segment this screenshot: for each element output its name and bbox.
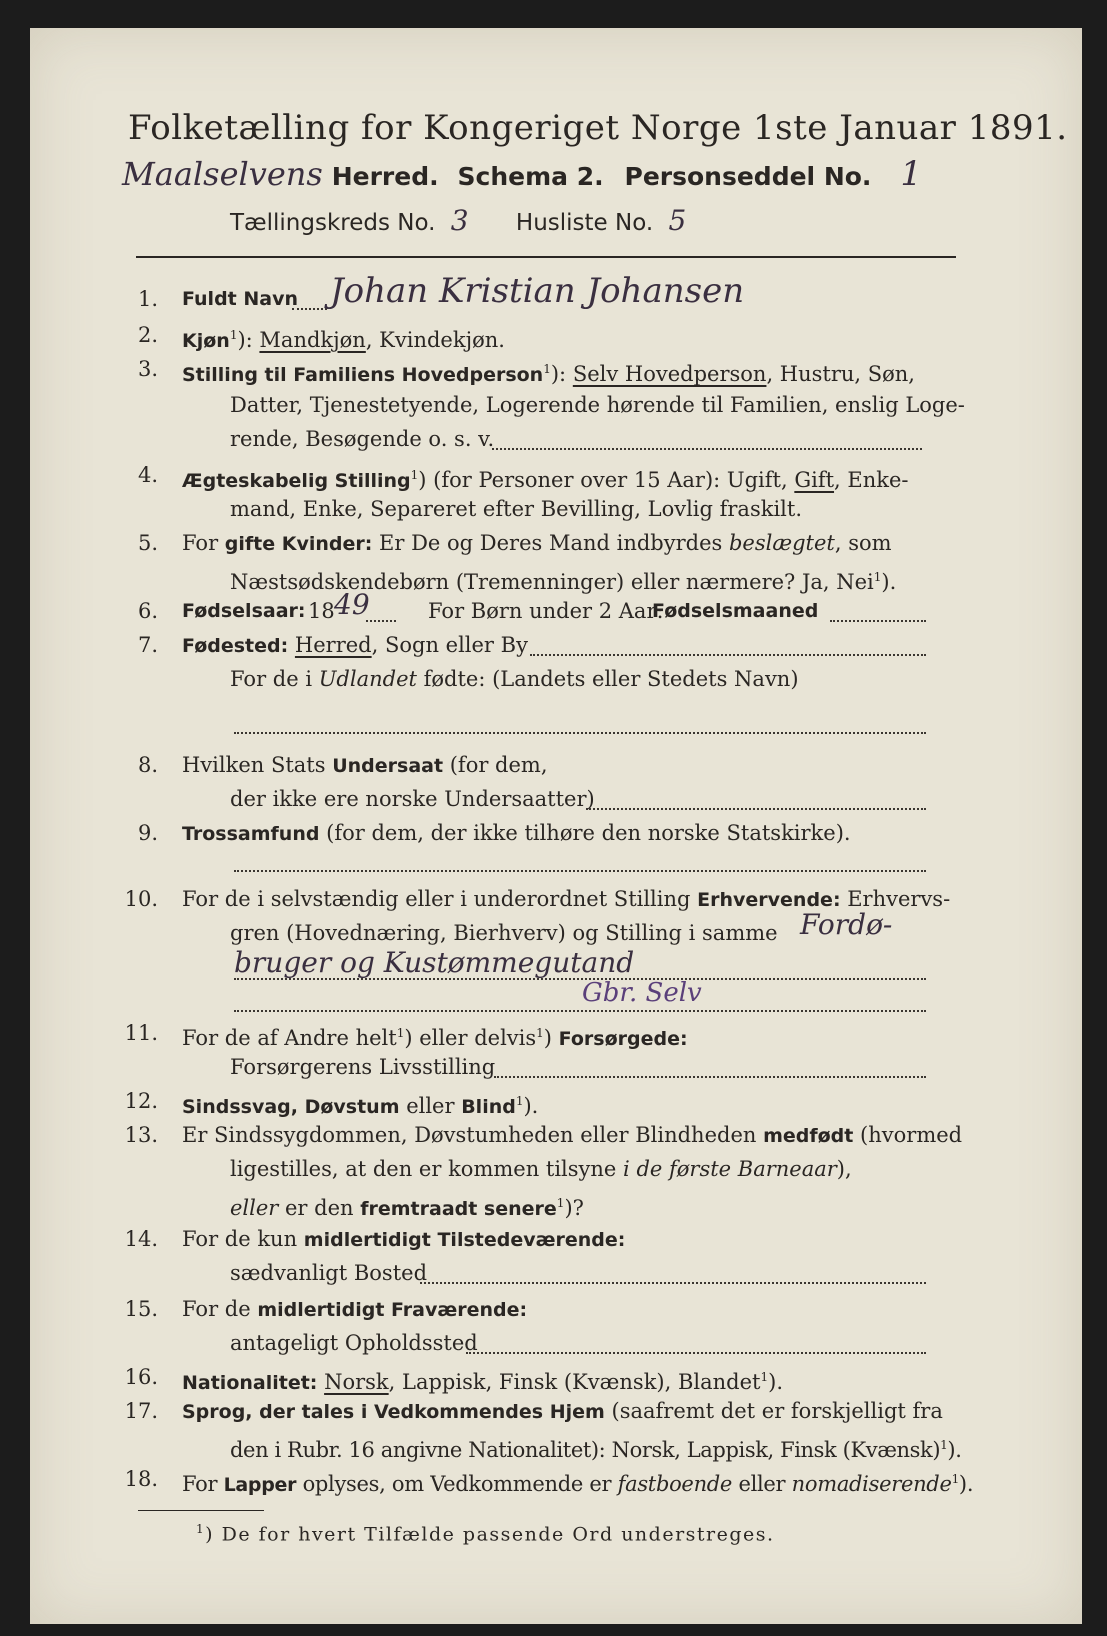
field-text: ). — [881, 570, 897, 594]
field-label: gifte Kvinder: — [224, 533, 373, 555]
field-number: 17. — [124, 1399, 158, 1423]
field-label: Forsørgede: — [558, 1028, 688, 1050]
field-text: sædvanligt Bosted — [230, 1261, 428, 1285]
field-content — [182, 1120, 962, 1151]
field-text: For de af Andre helt — [182, 1026, 397, 1050]
dotted-line — [234, 1010, 926, 1012]
field-text: For de i selvstændig eller i underordnet Stilling — [182, 887, 698, 911]
field-content — [182, 750, 548, 781]
field-label: Stilling til Familiens Hovedperson — [182, 364, 544, 386]
field-text: (for dem, der ikke tilhøre den norske Statskirke). — [319, 821, 851, 845]
dotted-line — [830, 620, 926, 622]
field-content — [182, 630, 528, 661]
field-text: rende, Besøgende o. s. v. — [230, 427, 495, 451]
field-label: Lapper — [223, 1474, 297, 1496]
dotted-line — [292, 308, 327, 310]
dotted-line — [366, 620, 396, 622]
occupation-value: bruger og Kustømmegutand — [234, 946, 635, 979]
field-text: ). — [523, 1094, 539, 1118]
field-text: , Hustru, Søn, — [766, 362, 915, 386]
field-label: Sprog, der tales i Vedkommendes Hjem — [182, 1401, 605, 1423]
field-content — [182, 320, 505, 356]
footnote-ref: 1 — [543, 362, 551, 376]
dotted-line — [492, 448, 922, 450]
field-number: 7. — [137, 633, 158, 657]
selected-option: Norsk — [324, 1370, 389, 1394]
field-number: 18. — [124, 1467, 158, 1491]
husliste-label: Husliste No. — [515, 210, 654, 236]
footnote-ref: 1 — [536, 1026, 544, 1040]
field-label: Fødselsmaaned — [652, 600, 819, 622]
field-text: (saafremt det er forskjelligt fra — [604, 1399, 943, 1423]
field-label: Blind — [461, 1096, 516, 1118]
field-label: Erhvervende: — [697, 889, 841, 911]
field-text: )? — [564, 1196, 584, 1220]
occupation-value: Fordø- — [800, 908, 893, 941]
field-text: , Kvindekjøn. — [365, 328, 505, 352]
field-content — [182, 818, 851, 849]
kreds-value: 3 — [450, 204, 469, 237]
field-label: Fødested: — [182, 635, 289, 657]
dotted-line — [466, 1352, 926, 1354]
field-content — [230, 1154, 852, 1184]
personseddel-label: Personseddel No. — [624, 162, 872, 191]
footnote-ref: 1 — [196, 1522, 206, 1536]
field-text: ) (for Personer over 15 Aar): Ugift, — [418, 468, 795, 492]
dotted-line — [586, 808, 926, 810]
field-text: den i Rubr. 16 angivne Nationalitet): Norsk, Lappisk, Finsk (Kvænsk) — [230, 1438, 941, 1462]
field-number: 12. — [124, 1089, 158, 1113]
dotted-line — [420, 1282, 926, 1284]
field-text: For — [182, 1472, 224, 1496]
field-content — [182, 1018, 688, 1054]
field-number: 2. — [137, 323, 158, 347]
field-content — [182, 1086, 538, 1122]
dotted-line — [494, 1076, 926, 1078]
footnote-ref: 1 — [940, 1438, 948, 1452]
field-content — [182, 528, 892, 559]
field-label: Nationalitet: — [182, 1372, 318, 1394]
field-content — [230, 1430, 962, 1465]
footnote-text: ) De for hvert Tilfælde passende Ord understreges. — [205, 1523, 775, 1546]
field-label: midlertidigt Tilstedeværende: — [303, 1229, 626, 1251]
occupation-annotation: Gbr. Selv — [582, 978, 702, 1008]
footnote-ref: 1 — [873, 570, 882, 584]
footnote-ref: 1 — [396, 1026, 405, 1040]
field-text: eller — [732, 1472, 792, 1496]
footnote-ref: 1 — [556, 1196, 565, 1210]
field-text: Erhvervs- — [840, 887, 951, 911]
footnote — [196, 1522, 775, 1545]
field-content — [182, 1464, 973, 1500]
field-content — [182, 1224, 625, 1255]
header-divider — [136, 256, 956, 258]
field-text: For de kun — [182, 1227, 304, 1251]
field-label: Fuldt Navn — [182, 288, 299, 310]
field-text: oplyses, om Vedkommende er — [296, 1472, 618, 1496]
field-number: 5. — [137, 531, 158, 555]
field-text-italic: beslægtet — [728, 531, 835, 555]
field-content — [182, 460, 909, 496]
field-text: , Sogn eller By — [371, 633, 528, 657]
field-label: Fødselsaar: — [182, 600, 306, 622]
field-label: Kjøn — [182, 330, 230, 352]
herred-line — [122, 154, 940, 194]
herred-label: Herred. — [331, 162, 439, 191]
field-number: 16. — [124, 1365, 158, 1389]
footnote-ref: 1 — [515, 1094, 524, 1108]
field-number: 10. — [124, 887, 158, 911]
field-text: gren (Hovednæring, Bierhverv) og Stilling i samme — [230, 921, 778, 945]
birth-year-value: 49 — [334, 588, 370, 621]
field-text: ). — [958, 1472, 974, 1496]
field-label: Sindssvag, Døvstum — [182, 1096, 400, 1118]
field-text: Datter, Tjenestetyende, Logerende hørende til Familien, enslig Loge- — [230, 393, 965, 417]
field-label: Ægteskabelig Stilling — [182, 470, 411, 492]
footnote-ref: 1 — [410, 468, 419, 482]
field-text: ) — [543, 1026, 559, 1050]
footnote-ref: 1 — [951, 1472, 959, 1486]
field-content — [230, 664, 799, 694]
schema-label: Schema 2. — [457, 162, 604, 191]
field-text: eller — [399, 1094, 462, 1118]
field-number: 15. — [124, 1297, 158, 1321]
field-content — [182, 1396, 943, 1427]
field-content — [182, 1362, 783, 1398]
field-text: For de — [182, 1297, 258, 1321]
field-text: ) eller delvis — [404, 1026, 537, 1050]
field-text: , Enke- — [834, 468, 909, 492]
kreds-line — [230, 204, 686, 237]
field-content — [182, 354, 915, 390]
field-text: antageligt Opholdssted — [230, 1331, 478, 1355]
field-text: For Børn under 2 Aar: — [428, 599, 664, 623]
field-text: For — [182, 531, 225, 555]
dotted-line — [234, 870, 926, 872]
field-number: 8. — [137, 753, 158, 777]
footnote-ref: 1 — [229, 328, 238, 342]
field-label: fremtraadt senere — [360, 1198, 557, 1220]
field-text-italic: nomadiserende — [791, 1472, 952, 1496]
selected-option: Herred — [294, 633, 372, 657]
field-content — [230, 562, 896, 597]
field-text: (hvormed — [853, 1123, 963, 1147]
husliste-value: 5 — [668, 204, 687, 237]
field-label: Trossamfund — [182, 823, 320, 845]
field-text: ligestilles, at den er kommen tilsyne — [230, 1157, 624, 1181]
field-content — [182, 1294, 527, 1325]
footnote-divider — [138, 1510, 264, 1511]
field-text: Næstsødskendebørn (Tremenninger) eller nærmere? Ja, Nei — [230, 570, 874, 594]
field-label: Undersaat — [332, 755, 444, 777]
field-text-italic: fastboende — [617, 1472, 733, 1496]
field-text: Er De og Deres Mand indbyrdes — [372, 531, 729, 555]
selected-option: Selv Hovedperson — [572, 362, 767, 386]
field-text: Hvilken Stats — [182, 753, 333, 777]
field-text: ), — [836, 1157, 852, 1181]
field-text: ): — [237, 328, 260, 352]
year-prefix: 18 — [308, 599, 335, 623]
census-form-sheet — [30, 28, 1082, 1624]
field-number: 1. — [137, 287, 158, 311]
field-content — [230, 1188, 584, 1224]
field-text: Forsørgerens Livsstilling — [230, 1055, 496, 1079]
personseddel-value: 1 — [900, 154, 922, 194]
field-number: 9. — [137, 821, 158, 845]
field-number: 3. — [137, 357, 158, 381]
footnote-ref: 1 — [760, 1370, 769, 1384]
field-label: medfødt — [763, 1125, 854, 1147]
field-number: 6. — [137, 599, 158, 623]
field-text-italic: Udlandet — [318, 667, 417, 691]
field-text: fødte: (Landets eller Stedets Navn) — [416, 667, 799, 691]
field-text: (for dem, — [443, 753, 548, 777]
field-text: For de i — [230, 667, 319, 691]
form-title: Folketælling for Kongeriget Norge 1ste Januar 1891. — [128, 108, 1068, 148]
field-text: mand, Enke, Separeret efter Bevilling, Lovlig fraskilt. — [230, 497, 803, 521]
field-text: Er Sindssygdommen, Døvstumheden eller Blindheden — [182, 1123, 764, 1147]
field-text: er den — [278, 1196, 361, 1220]
field-text-italic: eller — [230, 1196, 279, 1220]
field-text-italic: i de første Barneaar — [623, 1157, 837, 1181]
kreds-label: Tællingskreds No. — [230, 210, 436, 236]
dotted-line — [234, 732, 926, 734]
field-number: 4. — [137, 463, 158, 487]
field-number: 13. — [124, 1123, 158, 1147]
selected-option: Gift — [794, 468, 835, 492]
field-text: ). — [768, 1370, 783, 1394]
field-text: , Lappisk, Finsk (Kvænsk), Blandet — [388, 1370, 761, 1394]
field-number: 14. — [124, 1227, 158, 1251]
field-text: , som — [834, 531, 892, 555]
field-text: ): — [550, 362, 573, 386]
dotted-line — [234, 978, 926, 980]
herred-handwritten: Maalselvens — [122, 155, 323, 193]
selected-option: Mandkjøn — [259, 328, 366, 352]
field-label: midlertidigt Fraværende: — [257, 1299, 528, 1321]
field-text: der ikke ere norske Undersaatter) — [230, 787, 595, 811]
field-text: ). — [947, 1438, 962, 1462]
field-number: 11. — [124, 1021, 158, 1045]
dotted-line — [530, 654, 926, 656]
full-name-value: Johan Kristian Johansen — [330, 271, 745, 311]
